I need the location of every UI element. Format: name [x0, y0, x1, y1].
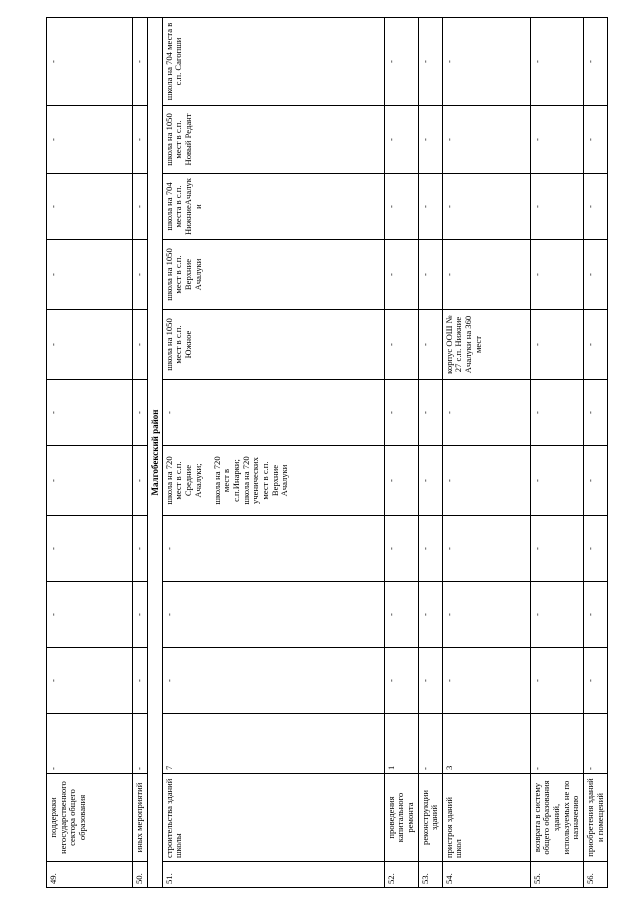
rotated-page [46, 18, 605, 888]
cell: - [133, 106, 148, 174]
cell: - [162, 516, 384, 582]
cell: - [47, 174, 133, 240]
cell: - [384, 582, 418, 648]
row-name: проведения капитального ремонта [384, 774, 418, 862]
row-qty: - [133, 714, 148, 774]
cell: - [47, 648, 133, 714]
cell: - [133, 240, 148, 310]
cell: - [442, 648, 530, 714]
cell: - [47, 106, 133, 174]
cell: - [583, 240, 607, 310]
cell: - [418, 310, 442, 380]
cell: - [418, 240, 442, 310]
table-row [530, 18, 583, 888]
row-name: иных мероприятий [133, 774, 148, 862]
cell: - [442, 516, 530, 582]
cell: - [384, 174, 418, 240]
cell: - [133, 174, 148, 240]
cell: - [133, 648, 148, 714]
row-name: возврата в систему общего образования зданий, используемых не по назначению [530, 774, 583, 862]
cell: - [384, 240, 418, 310]
row-name: реконструкции зданий [418, 774, 442, 862]
table-row [384, 18, 418, 888]
cell: - [530, 446, 583, 516]
cell: - [530, 18, 583, 106]
cell: - [583, 106, 607, 174]
cell: - [442, 240, 530, 310]
cell: - [530, 240, 583, 310]
cell: - [530, 648, 583, 714]
row-number: 50. [133, 862, 148, 888]
cell: - [384, 106, 418, 174]
cell: школа на 1050 мест в с.п. Верхние Ачалуки [162, 240, 384, 310]
cell: - [442, 18, 530, 106]
program-table [46, 17, 608, 888]
cell: - [583, 310, 607, 380]
row-name: строительства зданий школы [162, 774, 384, 862]
table-row [442, 18, 530, 888]
row-qty: - [530, 714, 583, 774]
cell: - [583, 648, 607, 714]
row-qty: - [47, 714, 133, 774]
row-number: 56. [583, 862, 607, 888]
section-row [147, 18, 162, 888]
cell: - [530, 516, 583, 582]
cell: - [418, 18, 442, 106]
cell: школа на 704 места в с.п. НижниеАчалуки [162, 174, 384, 240]
row-qty: 3 [442, 714, 530, 774]
cell: - [530, 582, 583, 648]
cell: школа на 704 места в с.п. Сагопши [162, 18, 384, 106]
table-row [133, 18, 148, 888]
row-qty: - [583, 714, 607, 774]
table-row [47, 18, 133, 888]
table-row [162, 18, 384, 888]
cell: - [583, 18, 607, 106]
cell: - [442, 106, 530, 174]
cell: - [418, 106, 442, 174]
row-number: 55. [530, 862, 583, 888]
cell: - [442, 380, 530, 446]
cell: - [418, 648, 442, 714]
cell: - [530, 174, 583, 240]
cell: - [442, 582, 530, 648]
row-number: 49. [47, 862, 133, 888]
cell: школа на 720 мест в с.п. Средние Ачалуки; школа на 720 мест в с.п.Инарки; школа на 720 ученических мест в с.п. Верхние Ачалуки [162, 446, 384, 516]
cell: - [133, 582, 148, 648]
row-qty: 1 [384, 714, 418, 774]
cell: - [442, 446, 530, 516]
cell: - [583, 380, 607, 446]
row-number: 53. [418, 862, 442, 888]
cell: - [530, 380, 583, 446]
cell: - [47, 446, 133, 516]
cell: - [583, 174, 607, 240]
cell: - [384, 446, 418, 516]
row-qty: - [418, 714, 442, 774]
cell: - [47, 240, 133, 310]
cell: - [384, 310, 418, 380]
table-row [583, 18, 607, 888]
cell: - [418, 380, 442, 446]
cell: - [133, 380, 148, 446]
cell: - [47, 516, 133, 582]
cell: - [47, 380, 133, 446]
cell: - [47, 310, 133, 380]
section-title: Малгобекский район [147, 18, 162, 888]
cell: - [47, 582, 133, 648]
cell: - [418, 582, 442, 648]
row-name: приобретения зданий и помещений [583, 774, 607, 862]
cell: школа на 1050 мест в с.п. Новый Редант [162, 106, 384, 174]
cell: - [418, 446, 442, 516]
cell: - [133, 310, 148, 380]
cell: - [530, 310, 583, 380]
cell: - [133, 446, 148, 516]
cell: школа на 1050 мест в с.п. Южное [162, 310, 384, 380]
cell: корпус ООШ № 27 с.п. Нижние Ачалуки на 360 мест [442, 310, 530, 380]
row-number: 51. [162, 862, 384, 888]
rotated-table-wrapper [46, 18, 605, 888]
table-row [418, 18, 442, 888]
cell: - [530, 106, 583, 174]
cell: - [162, 380, 384, 446]
cell: - [47, 18, 133, 106]
cell: - [418, 174, 442, 240]
cell: - [384, 380, 418, 446]
cell: - [442, 174, 530, 240]
cell: - [583, 446, 607, 516]
cell: - [418, 516, 442, 582]
row-name: поддержки негосударственного сектора общего образования [47, 774, 133, 862]
cell: - [133, 516, 148, 582]
row-name: пристроя зданий школ [442, 774, 530, 862]
cell: - [384, 18, 418, 106]
row-number: 52. [384, 862, 418, 888]
cell: - [583, 582, 607, 648]
cell: - [162, 582, 384, 648]
row-number: 54. [442, 862, 530, 888]
cell: - [583, 516, 607, 582]
cell: - [133, 18, 148, 106]
cell: - [162, 648, 384, 714]
cell: - [384, 516, 418, 582]
cell: - [384, 648, 418, 714]
row-qty: 7 [162, 714, 384, 774]
